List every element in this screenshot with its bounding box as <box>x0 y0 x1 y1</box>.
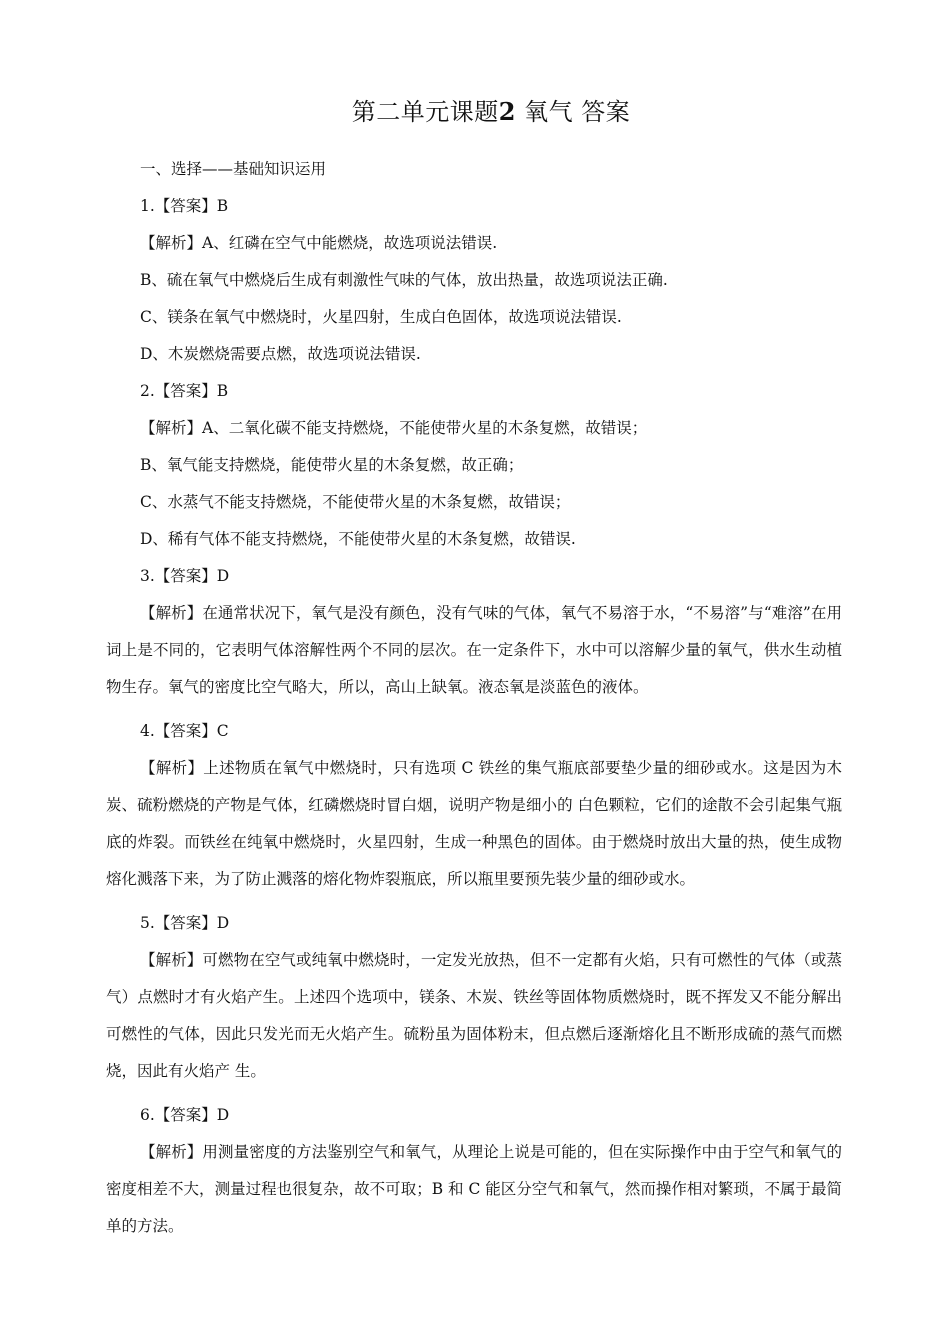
q1-line: C、镁条在氧气中燃烧时，火星四射，生成白色固体，故选项说法错误. <box>140 308 622 326</box>
q2-line: B、氧气能支持燃烧，能使带火星的木条复燃，故正确； <box>140 456 524 474</box>
q1-line: D、木炭燃烧需要点燃，故选项说法错误. <box>140 345 421 363</box>
q5-answer: 5.【答案】D <box>140 914 230 932</box>
title-part2: 氧气 答案 <box>524 98 631 126</box>
q5-explanation: 【解析】可燃物在空气或纯氧中燃烧时，一定发光放热，但不一定都有火焰，只有可燃性的气体（或蒸气）点燃时才有火焰产生。上述四个选项中，镁条、木炭、铁丝等固体物质燃烧时，既不挥发又不能分解出可燃性的气体，因此只发光而无火焰产生。硫粉虽为固体粉末，但点燃后逐渐熔化且不断形成硫的蒸气而燃烧，因此有火焰产 生。 <box>106 951 842 1080</box>
q2-answer: 2.【答案】B <box>140 382 229 400</box>
q3-explanation: 【解析】在通常状况下，氧气是没有颜色，没有气味的气体，氧气不易溶于水，“不易溶”与“难溶”在用词上是不同的，它表明气体溶解性两个不同的层次。在一定条件下，水中可以溶解少量的氧气，供水生动植物生存。氧气的密度比空气略大，所以，高山上缺氧。液态氧是淡蓝色的液体。 <box>106 604 842 696</box>
q4-explanation: 【解析】上述物质在氧气中燃烧时，只有选项 C 铁丝的集气瓶底部要垫少量的细砂或水。这是因为木炭、硫粉燃烧的产物是气体，红磷燃烧时冒白烟，说明产物是细小的 白色颗粒，它们的途散不会引起集气瓶底的炸裂。而铁丝在纯氧中燃烧时，火星四射，生成一种黑色的固体。由于燃烧时放出大量的热，使生成物熔化溅落下来，为了防止溅落的熔化物炸裂瓶底，所以瓶里要预先装少量的细砂或水。 <box>106 759 842 888</box>
title-number: 2 <box>498 97 516 126</box>
q6-explanation: 【解析】用测量密度的方法鉴别空气和氧气，从理论上说是可能的，但在实际操作中由于空气和氧气的密度相差不大，测量过程也很复杂，故不可取；B 和 C 能区分空气和氧气，然而操作相对繁琐，不属于最简单的方法。 <box>106 1143 842 1235</box>
q3-answer: 3.【答案】D <box>140 567 230 585</box>
section-heading: 一、选择——基础知识运用 <box>140 160 327 178</box>
title-part1: 第二单元课题 <box>351 98 499 126</box>
q2-line: D、稀有气体不能支持燃烧，不能使带火星的木条复燃，故错误. <box>140 530 576 548</box>
q2-line: 【解析】A、二氧化碳不能支持燃烧，不能使带火星的木条复燃，故错误； <box>140 419 648 437</box>
q6-answer: 6.【答案】D <box>140 1106 230 1124</box>
q1-line: B、硫在氧气中燃烧后生成有刺激性气味的气体，放出热量，故选项说法正确. <box>140 271 668 289</box>
page-title <box>140 92 842 127</box>
q4-answer: 4.【答案】C <box>140 722 229 740</box>
q1-answer: 1.【答案】B <box>140 197 229 215</box>
q1-line: 【解析】A、红磷在空气中能燃烧，故选项说法错误. <box>140 234 498 252</box>
q2-line: C、水蒸气不能支持燃烧，不能使带火星的木条复燃，故错误； <box>140 493 571 511</box>
